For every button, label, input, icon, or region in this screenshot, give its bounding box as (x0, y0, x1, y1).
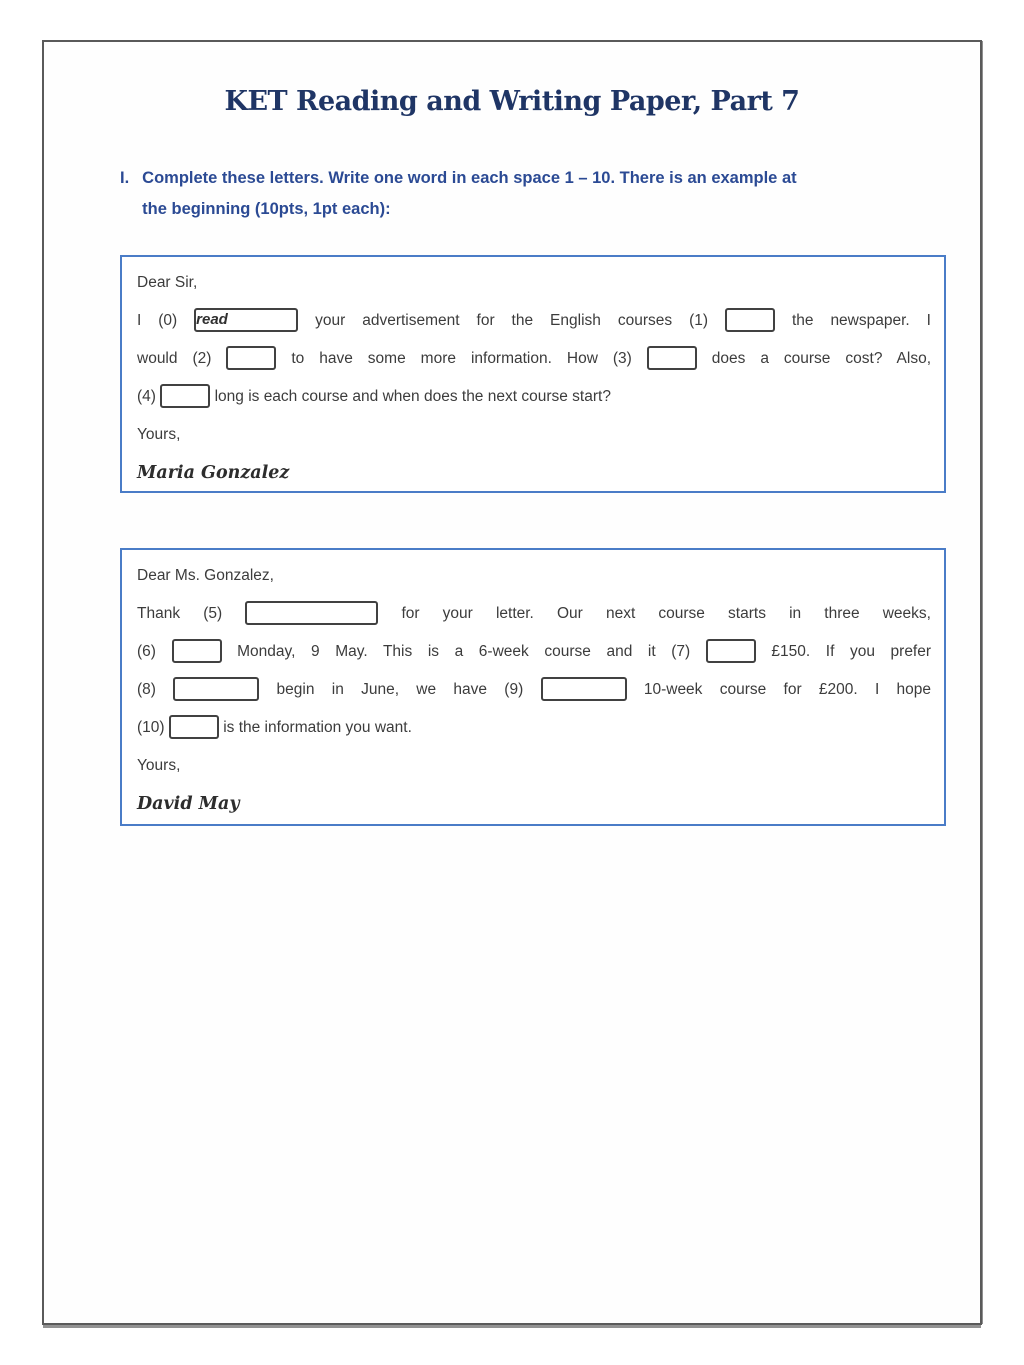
letter-box-2 (120, 548, 946, 826)
answer-blank-7[interactable] (706, 639, 756, 663)
letter1-line-3 (137, 378, 931, 416)
answer-blank-2[interactable] (226, 346, 276, 370)
letter2-line-3 (137, 671, 931, 709)
letter1-line-1 (137, 302, 931, 340)
letter2-line2-text-c: £150. If you prefer (771, 643, 932, 660)
example-blank-0[interactable]: read (194, 308, 298, 332)
letter1-line-2 (137, 340, 931, 378)
letter1-line2-text-b: to have some more information. How (3) (291, 350, 632, 367)
letter2-line-2 (137, 633, 931, 671)
letter1-line1-text-c: the newspaper. I (791, 312, 931, 329)
letter2-line2-text-b: Monday, 9 May. This is a 6-week course and it (7) (237, 643, 691, 660)
letter1-line1-text-b: your advertisement for the English courses (1) (315, 312, 709, 329)
letter1-signature: Maria Gonzalez (137, 463, 290, 483)
letter2-line3-text-a: (8) (137, 681, 156, 698)
answer-blank-3[interactable] (647, 346, 697, 370)
letter2-line4-text-a: (10) (137, 719, 165, 736)
letter2-closing: Yours, (137, 757, 181, 774)
letter1-line3-text-b: long is each course and when does the next course start? (214, 388, 611, 405)
instruction-numeral: I. (120, 169, 130, 187)
letter2-line4-text-b: is the information you want. (223, 719, 412, 736)
page-title: KET Reading and Writing Paper, Part 7 (224, 86, 800, 117)
instruction-text (142, 163, 796, 225)
answer-blank-4[interactable] (160, 384, 210, 408)
letter1-line3-text-a: (4) (137, 388, 156, 405)
letter1-line2-text-a: would (2) (137, 350, 212, 367)
letter1-line2-text-c: does a course cost? Also, (711, 350, 932, 367)
answer-blank-10[interactable] (169, 715, 219, 739)
letter2-signature: David May (137, 794, 240, 814)
letter2-line-4 (137, 709, 931, 747)
letter2-line3-text-b: begin in June, we have (9) (276, 681, 524, 698)
letter2-line1-text-b: for your letter. Our next course starts in three weeks, (401, 605, 931, 622)
letter2-line1-text-a: Thank (5) (137, 605, 223, 622)
letter2-salutation: Dear Ms. Gonzalez, (137, 567, 274, 584)
letter2-line2-text-a: (6) (137, 643, 156, 660)
instruction-line-2: the beginning (10pts, 1pt each): (142, 200, 391, 218)
instruction (120, 163, 960, 225)
letter1-salutation: Dear Sir, (137, 274, 198, 291)
answer-blank-5[interactable] (245, 601, 378, 625)
letter2-line3-text-c: 10-week course for £200. I hope (643, 681, 932, 698)
letter1-line1-text-a: I (0) (137, 312, 178, 329)
answer-blank-6[interactable] (172, 639, 222, 663)
answer-blank-1[interactable] (725, 308, 775, 332)
letter1-closing: Yours, (137, 426, 181, 443)
letter2-line-1 (137, 595, 931, 633)
answer-blank-8[interactable] (173, 677, 259, 701)
letter-box-1 (120, 255, 946, 493)
answer-blank-9[interactable] (541, 677, 627, 701)
instruction-line-1: Complete these letters. Write one word in each space 1 – 10. There is an example at (142, 169, 797, 187)
